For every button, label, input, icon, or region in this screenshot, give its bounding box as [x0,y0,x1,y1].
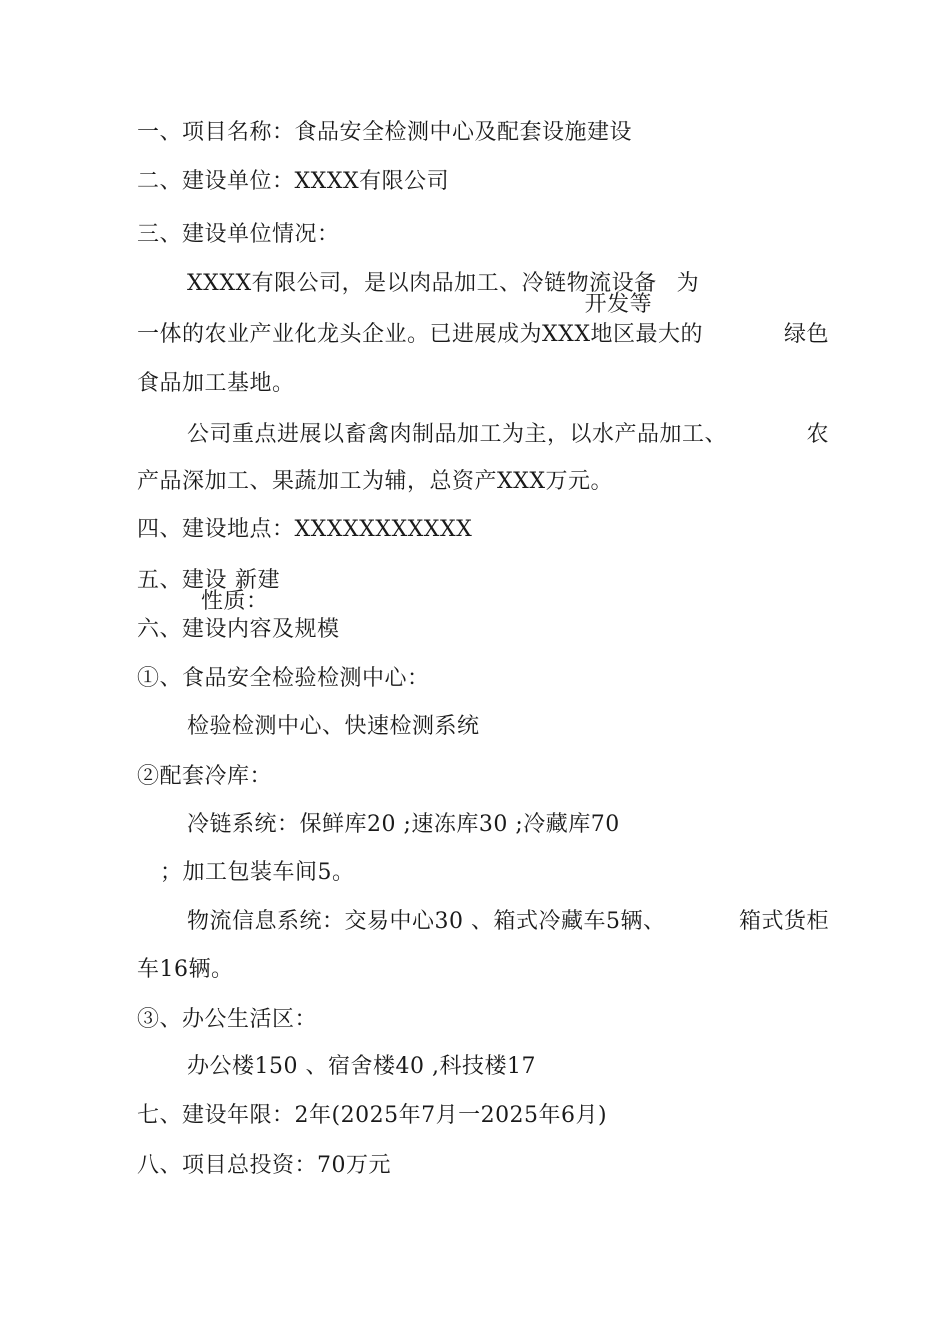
company-focus-line-2: 产品深加工、果蔬加工为辅，总资产XXX万元。 [137,469,613,494]
nature-label: 五、建设 [137,568,228,593]
office-area-line: 办公楼150 、宿舍楼40 ,科技楼17 [187,1054,536,1079]
content-scale-heading: 六、建设内容及规模 [137,617,340,642]
construction-nature-line [137,566,281,614]
company-intro-text-2: 一体的农业产业化龙头企业。已进展成为XXX地区最大的 [137,322,703,347]
project-name-line: 一、项目名称：食品安全检测中心及配套设施建设 [137,120,633,145]
logistics-text: 物流信息系统：交易中心30 、箱式冷藏车5辆、 [187,909,666,934]
company-focus-line-1 [187,420,829,450]
section-1-heading: ①、食品安全检验检测中心： [137,666,430,691]
company-intro-line-2 [137,320,829,350]
company-intro-text: XXXX有限公司，是以肉品加工、冷链物流设备 [187,271,657,296]
company-intro-line-3: 食品加工基地。 [137,371,295,396]
cold-chain-line: 冷链系统：保鲜库20 ;速冻库30 ;冷藏库70 [187,812,620,837]
construction-location-line: 四、建设地点：XXXXXXXXXXX [137,517,473,542]
logistics-line-2: 车16辆。 [137,957,234,982]
company-intro-tail: 为 [676,271,700,296]
construction-unit-line: 二、建设单位：XXXX有限公司 [137,169,450,194]
overlap-text-b: 开发等 [584,292,653,317]
packaging-line: ；加工包装车间5。 [160,860,355,885]
construction-period-line: 七、建设年限：2年(2025年7月一2025年6月) [137,1103,608,1128]
section-3-heading: ③、办公生活区： [137,1007,318,1032]
company-intro-tail-2: 绿色 [783,322,829,347]
section-2-heading: ②配套冷库： [137,764,273,789]
unit-situation-heading: 三、建设单位情况： [137,222,340,247]
company-intro-line-1 [187,269,700,317]
company-focus-tail: 农 [806,422,829,447]
logistics-tail: 箱式货柜 [738,909,829,934]
nature-value: 新建 [235,568,281,593]
logistics-line-1 [187,907,829,937]
company-focus-text: 公司重点进展以畜禽肉制品加工为主，以水产品加工、 [187,422,728,447]
nature-overlap: 性质： [201,589,269,614]
total-investment-line: 八、项目总投资：70万元 [137,1153,391,1178]
section-1-content: 检验检测中心、快速检测系统 [187,714,480,739]
